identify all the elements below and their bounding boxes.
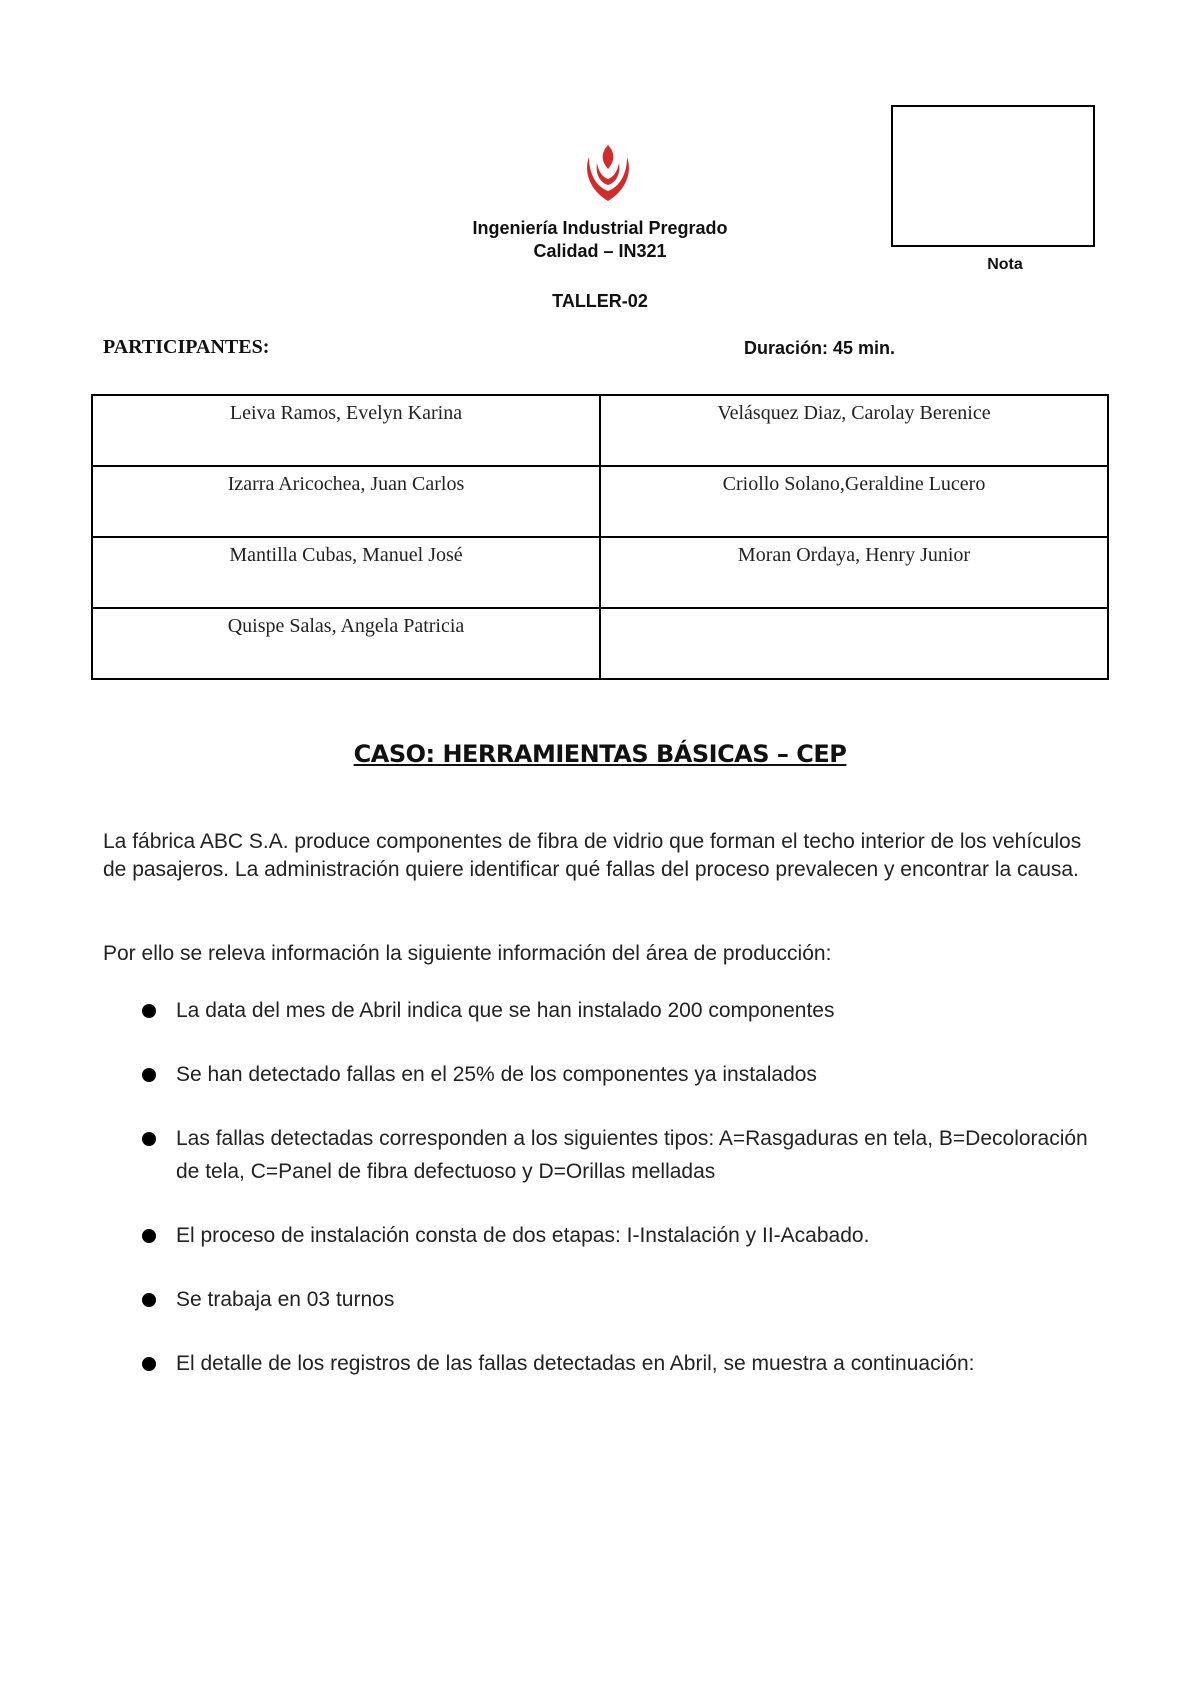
participant-cell: Mantilla Cubas, Manuel José xyxy=(92,537,600,608)
list-item xyxy=(103,994,1103,1027)
program-title: Ingeniería Industrial Pregrado xyxy=(472,218,728,238)
intro-paragraph: La fábrica ABC S.A. produce componentes de fibra de vidrio que forman el techo interior de los vehículos de pasajeros. La administración quiere identificar qué fallas del proceso prevalecen y encontrar la causa. xyxy=(103,830,1082,881)
list-item xyxy=(103,1058,1103,1091)
participant-cell: Quispe Salas, Angela Patricia xyxy=(92,608,600,679)
table-row xyxy=(92,608,1108,679)
grade-label: Nota xyxy=(987,256,1023,273)
list-item-text: Se trabaja en 03 turnos xyxy=(176,1288,395,1311)
duration-label: Duración: 45 min. xyxy=(744,338,896,358)
bullet-icon xyxy=(142,1068,156,1082)
university-logo xyxy=(581,143,635,203)
list-item xyxy=(103,1283,1103,1316)
participant-cell: Moran Ordaya, Henry Junior xyxy=(600,537,1108,608)
bullet-icon xyxy=(142,1293,156,1307)
participant-cell xyxy=(600,608,1108,679)
table-row xyxy=(92,395,1108,466)
list-item-text: La data del mes de Abril indica que se han instalado 200 componentes xyxy=(176,999,835,1022)
table-row xyxy=(92,466,1108,537)
table-row xyxy=(92,537,1108,608)
participants-label: PARTICIPANTES: xyxy=(103,336,270,358)
list-item-text: Las fallas detectadas corresponden a los siguientes tipos: A=Rasgaduras en tela, B=Decoloración de tela, C=Panel de fibra defectuoso y D=Orillas melladas xyxy=(176,1127,1088,1183)
taller-title: TALLER-02 xyxy=(552,291,648,311)
bullet-icon xyxy=(142,1229,156,1243)
grade-box xyxy=(891,105,1095,247)
list-item-text: Se han detectado fallas en el 25% de los componentes ya instalados xyxy=(176,1063,817,1086)
list-item-text: El proceso de instalación consta de dos etapas: I-Instalación y II-Acabado. xyxy=(176,1224,870,1247)
lead-paragraph: Por ello se releva información la siguiente información del área de producción: xyxy=(103,942,832,965)
bullet-icon xyxy=(142,1132,156,1146)
list-item xyxy=(103,1347,1103,1380)
list-item xyxy=(103,1122,1103,1188)
participant-cell: Velásquez Diaz, Carolay Berenice xyxy=(600,395,1108,466)
bullet-icon xyxy=(142,1357,156,1371)
bullet-icon xyxy=(142,1004,156,1018)
case-title: CASO: HERRAMIENTAS BÁSICAS – CEP xyxy=(353,740,847,768)
participant-cell: Leiva Ramos, Evelyn Karina xyxy=(92,395,600,466)
facts-list xyxy=(103,994,1103,1380)
list-item-text: El detalle de los registros de las fallas detectadas en Abril, se muestra a continuación: xyxy=(176,1352,975,1375)
list-item xyxy=(103,1219,1103,1252)
participants-table xyxy=(91,394,1109,680)
course-title: Calidad – IN321 xyxy=(533,241,667,261)
participant-cell: Criollo Solano,Geraldine Lucero xyxy=(600,466,1108,537)
participant-cell: Izarra Aricochea, Juan Carlos xyxy=(92,466,600,537)
